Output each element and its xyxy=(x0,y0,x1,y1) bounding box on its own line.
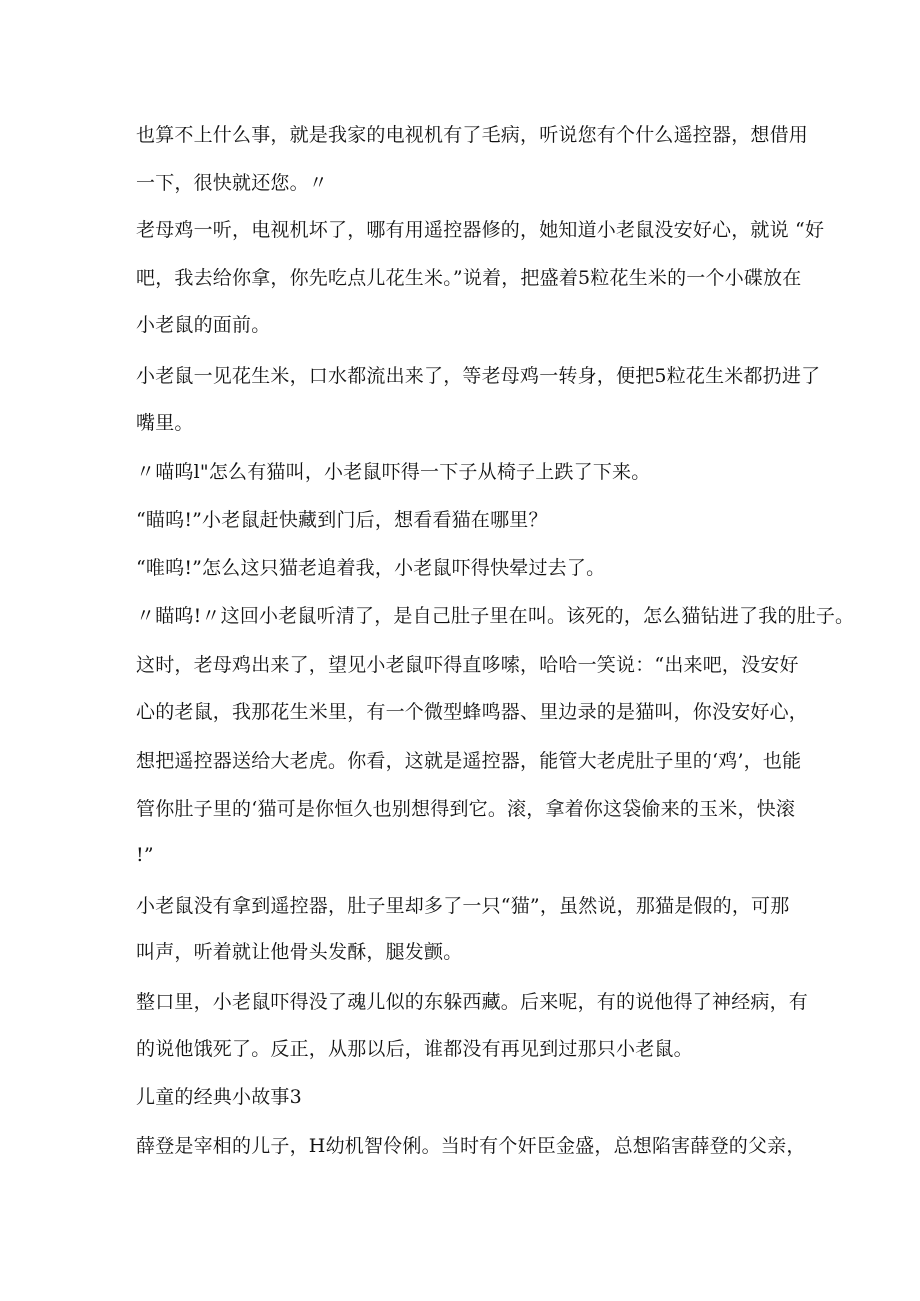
text-line: 也算不上什么事，就是我家的电视机有了毛病，听说您有个什么遥控器，想借用 xyxy=(136,124,809,146)
text-line: “瞄呜!”小老鼠赶快藏到门后，想看看猫在哪里？ xyxy=(136,509,548,531)
text-line: 叫声，听着就让他骨头发酥，腿发颤。 xyxy=(136,941,463,963)
text-line: 整口里，小老鼠吓得没了魂儿似的东躲西藏。后来呢，有的说他得了神经病，有 xyxy=(136,991,809,1013)
text-line: 管你肚子里的‘猫可是你恒久也别想得到它。滚，拿着你这袋偷来的玉米，快滚 xyxy=(136,798,796,820)
text-line: 小老鼠的面前。 xyxy=(136,314,271,336)
text-line: 小老鼠一见花生米，口水都流出来了，等老母鸡一转身，便把5粒花生米都扔进了 xyxy=(136,365,821,387)
text-line: !” xyxy=(136,844,154,866)
text-line: 想把遥控器送给大老虎。你看，这就是遥控器，能管大老虎肚子里的‘鸡’，也能 xyxy=(136,750,802,772)
text-line: 〃瞄呜!〃这回小老鼠听清了，是自己肚子里在叫。该死的，怎么猫钻进了我的肚子。 xyxy=(136,605,855,627)
text-line: 〃喵呜l"怎么有猫叫，小老鼠吓得一下子从椅子上跌了下来。 xyxy=(136,461,651,483)
section-heading: 儿童的经典小故事3 xyxy=(136,1086,302,1108)
text-line: 的说他饿死了。反正，从那以后，谁都没有再见到过那只小老鼠。 xyxy=(136,1038,693,1060)
text-line: 薛登是宰相的儿子，H幼机智伶俐。当时有个奸臣金盛，总想陷害薛登的父亲， xyxy=(136,1135,806,1157)
text-line: 老母鸡一听，电视机坏了，哪有用遥控器修的，她知道小老鼠没安好心，就说 “好 xyxy=(136,219,825,241)
text-line: 小老鼠没有拿到遥控器，肚子里却多了一只“猫”，虽然说，那猫是假的，可那 xyxy=(136,895,790,917)
text-line: 这时，老母鸡出来了，望见小老鼠吓得直哆嗦，哈哈一笑说：“出来吧，没安好 xyxy=(136,654,799,676)
text-line: 嘴里。 xyxy=(136,412,194,434)
text-line: 吧，我去给你拿，你先吃点儿花生米。”说着，把盛着5粒花生米的一个小碟放在 xyxy=(136,267,802,289)
text-line: “唯呜!”怎么这只猫老追着我，小老鼠吓得快晕过去了。 xyxy=(136,557,606,579)
text-line: 一下，很快就还您。〃 xyxy=(136,172,329,194)
text-line: 心的老鼠，我那花生米里，有一个微型蜂鸣器、里边录的是猫叫，你没安好心， xyxy=(136,701,809,723)
